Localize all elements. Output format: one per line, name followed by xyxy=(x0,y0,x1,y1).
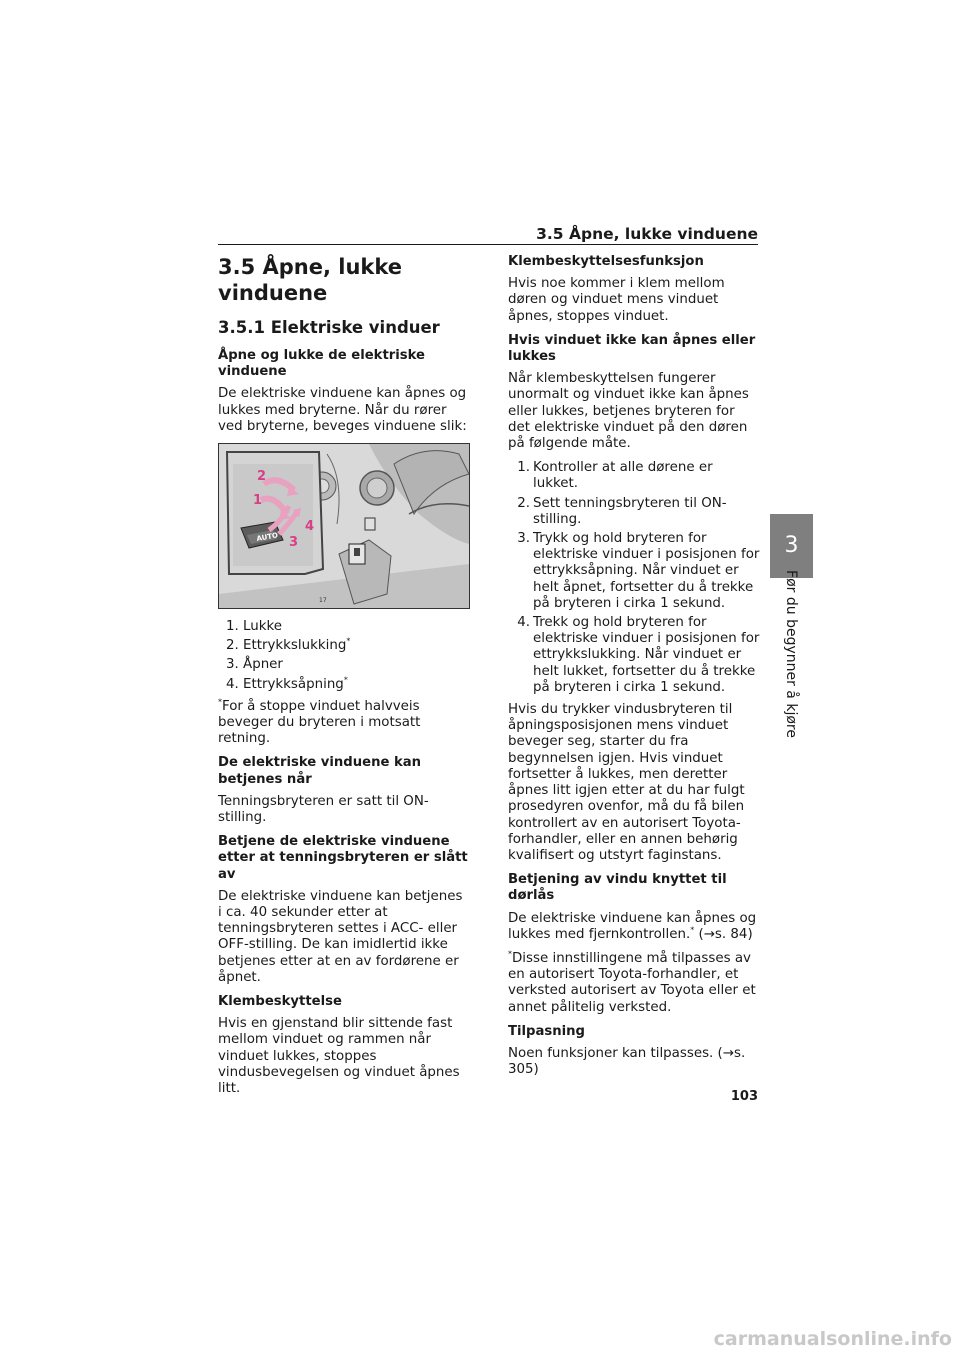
footnote-dealer: *Disse innstillingene må tilpasses av en autorisert Toyota-forhandler, et verksted autorisert av Toyota eller et annet pålitelig verksted. xyxy=(508,949,756,1015)
figure-corner-mark: 17 xyxy=(319,597,327,605)
chapter-tab: 3 xyxy=(770,514,813,578)
step-item: 1. Kontroller at alle dørene er lukket. xyxy=(517,460,713,492)
section-title: 3.5 Åpne, lukke vinduene xyxy=(218,255,403,305)
text-window-fault: Når klembeskyttelsen fungerer unormalt og vinduet ikke kan åpnes eller lukkes, betjenes bryteren for det elektriske vinduet på den døren på følgende måte. xyxy=(508,371,749,452)
text-jam-protection-function: Hvis noe kommer i klem mellom døren og vinduet mens vinduet åpnes, stoppes vinduet. xyxy=(508,276,725,324)
auto-switch-label: AUTO xyxy=(255,531,279,543)
legend-item: 3. Åpner xyxy=(226,657,283,673)
footnote-legend: *For å stoppe vinduet halvveis beveger du bryteren i motsatt retning. xyxy=(218,697,421,747)
left-column xyxy=(218,254,470,1105)
heading-jam-protection-function: Klembeskyttelsesfunksjon xyxy=(508,254,704,269)
subsection-title: 3.5.1 Elektriske vinduer xyxy=(218,318,440,337)
legend-item: 1. Lukke xyxy=(226,619,283,635)
heading-customization: Tilpasning xyxy=(508,1023,585,1039)
heading-window-fault: Hvis vinduet ikke kan åpnes eller lukkes xyxy=(508,332,756,365)
text-customization: Noen funksjoner kan tilpasses. (→s. 305) xyxy=(508,1045,746,1078)
text-open-close: De elektriske vinduene kan åpnes og lukkes med bryterne. Når du rører ved bryterne, beveges vinduene slik: xyxy=(218,386,467,434)
legend-item: 4. Ettrykksåpning* xyxy=(226,675,348,692)
label-4: 4 xyxy=(305,519,315,535)
heading-after-ignition-off: Betjene de elektriske vinduene etter at tenningsbryteren er slått av xyxy=(218,834,468,882)
step-item: 2. Sett tenningsbryteren til ON-stilling. xyxy=(517,495,727,527)
heading-operable-when: De elektriske vinduene kan betjenes når xyxy=(218,755,422,787)
label-2: 2 xyxy=(257,469,267,485)
text-operable-when: Tenningsbryteren er satt til ON-stilling. xyxy=(218,793,429,826)
label-1: 1 xyxy=(253,493,263,509)
text-after-ignition-off: De elektriske vinduene kan betjenes i ca. 40 sekunder etter at tenningsbryteren settes i ACC- eller OFF-stilling. De kan imidlertid ikke betjenes etter at en av fordørene er åpnet. xyxy=(218,888,463,985)
text-jam-protection: Hvis en gjenstand blir sittende fast mellom vinduet og rammen når vinduet lukkes, stoppes vindusbevegelsen og vinduet åpnes litt. xyxy=(218,1016,460,1097)
header-rule xyxy=(218,244,758,245)
step-item: 3. Trykk og hold bryteren for elektriske vinduer i posisjonen for ettrykksåpning. Når vinduet er helt åpnet, fortsetter du å trekke på bryteren i cirka 1 sekund. xyxy=(517,531,760,611)
watermark: carmanualsonline.info xyxy=(713,1328,952,1350)
label-3: 3 xyxy=(289,535,299,551)
illustration-svg xyxy=(219,444,469,608)
running-header: 3.5 Åpne, lukke vinduene xyxy=(536,225,758,243)
heading-open-close: Åpne og lukke de elektriske vinduene xyxy=(218,348,425,380)
heading-door-lock-linked: Betjening av vindu knyttet til dørlås xyxy=(508,872,727,904)
right-column xyxy=(508,254,760,1086)
window-switch-illustration xyxy=(218,443,470,609)
steps-list xyxy=(508,460,760,696)
heading-jam-protection: Klembeskyttelse xyxy=(218,994,342,1010)
page-number: 103 xyxy=(730,1089,758,1104)
legend-item: 2. Ettrykkslukking* xyxy=(226,636,351,654)
text-door-lock-linked: De elektriske vinduene kan åpnes og lukkes med fjernkontrollen.* (→s. 84) xyxy=(508,910,757,942)
legend-list xyxy=(218,619,470,693)
text-window-fault-after: Hvis du trykker vindusbryteren til åpningsposisjonen mens vinduet beveger seg, starter du fra begynnelsen igjen. Hvis vinduet fortsetter å lukkes, men deretter åpnes litt igjen etter at du har fulgt prosedyren ovenfor, må du få bilen kontrollert av en autorisert Toyota-forhandler, eller en annen behørig kvalifisert og utstyrt faginstans. xyxy=(508,702,745,863)
step-item: 4. Trekk og hold bryteren for elektriske vinduer i posisjonen for ettrykkslukking. Når vinduet er helt lukket, fortsetter du å trekke på bryteren i cirka 1 sekund. xyxy=(517,615,760,695)
chapter-tab-label: Før du begynner å kjøre xyxy=(783,570,799,738)
